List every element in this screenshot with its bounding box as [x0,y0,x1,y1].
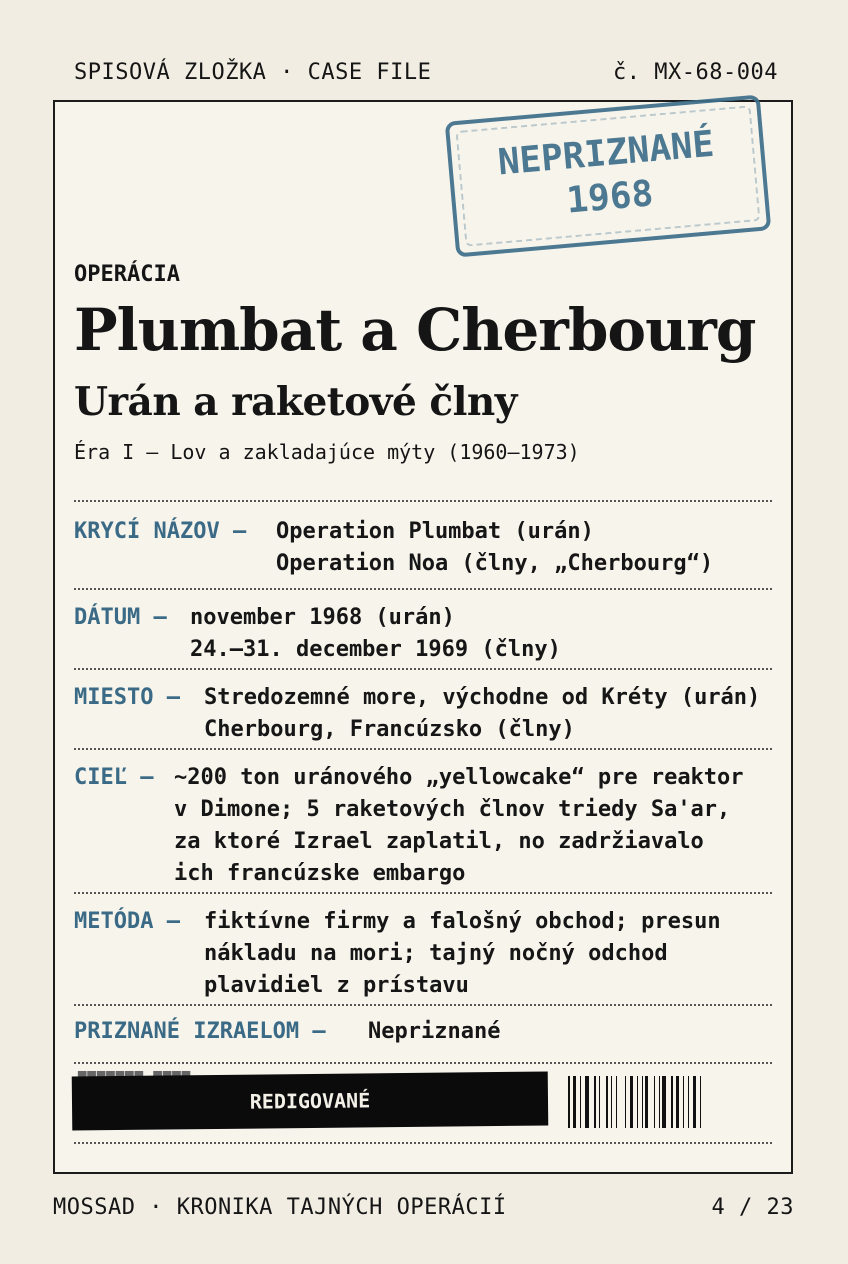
field-value-line: Operation Noa (člny, „Cherbourg“) [276,551,714,576]
barcode-bar [616,1076,617,1128]
barcode-bar [630,1076,633,1128]
field-value [190,602,561,666]
bottom-divider [74,1142,772,1144]
barcode-bar [676,1076,679,1128]
case-file-label: SPISOVÁ ZLOŽKA · CASE FILE [74,59,432,85]
barcode-bar [693,1076,696,1128]
field-value-line: v Dimone; 5 raketových člnov triedy Sa'ar, [174,797,731,822]
field-value-line: november 1968 (urán) [190,605,455,630]
barcode-bar [585,1076,589,1128]
case-file-header [74,56,778,88]
barcode-bar [568,1076,570,1128]
field-value-line: fiktívne firmy a falošný obchod; presun [204,909,721,934]
field-value-line: Stredozemné more, východne od Kréty (urán) [204,685,761,710]
field-list [74,500,772,1144]
field-key: PRIZNANÉ IZRAELOM — [74,1019,326,1044]
page-number: 4 / 23 [711,1194,794,1220]
field-value-line: plavidiel z prístavu [204,973,469,998]
field-key: CIEĽ — [74,765,154,790]
field-key: DÁTUM — [74,605,167,630]
barcode-bar [654,1076,655,1128]
barcode-bar [683,1076,684,1128]
barcode-bar [580,1076,581,1128]
barcode-bar [642,1076,643,1128]
field-value-line: ~200 ton uránového „yellowcake“ pre reaktor [174,765,744,790]
field-cover-name [74,500,772,588]
barcode-bar [688,1076,689,1128]
field-key: MIESTO — [74,685,180,710]
barcode-bar [662,1076,666,1128]
field-value-line: nákladu na mori; tajný nočný odchod [204,941,668,966]
field-value [276,516,713,580]
barcode-bar [625,1076,626,1128]
barcode-icon [568,1076,772,1128]
field-value-line: ich francúzske embargo [174,861,466,886]
barcode-bar [611,1076,612,1128]
page-subtitle: Urán a raketové člny [74,379,517,425]
redaction-bar [72,1072,549,1131]
barcode-bar [599,1076,600,1128]
field-value [174,762,744,890]
redacted-label: REDIGOVANÉ [249,1088,371,1114]
field-goal [74,748,772,892]
field-value [204,906,721,1002]
barcode-bar [606,1076,608,1128]
field-value-line: Cherbourg, Francúzsko (člny) [204,717,575,742]
field-method [74,892,772,1004]
barcode-bar [671,1076,673,1128]
barcode-bar [700,1076,701,1128]
barcode-bar [573,1076,576,1128]
field-value-line: Operation Plumbat (urán) [276,519,594,544]
operation-label: OPERÁCIA [74,262,180,287]
field-key: METÓDA — [74,909,180,934]
barcode-bar [594,1076,596,1128]
field-value: Nepriznané [368,1019,501,1044]
era-line: Éra I — Lov a zakladajúce mýty (1960–1973) [74,440,580,464]
barcode-bar [645,1076,648,1128]
page-footer [53,1190,794,1224]
case-number: č. MX-68-004 [613,59,778,85]
field-value [204,682,760,746]
stamp-line-2: 1968 [564,173,655,222]
field-key: KRYCÍ NÁZOV — [74,519,247,544]
field-date [74,588,772,668]
stamp-line-1: NEPRIZNANÉ [496,123,716,184]
unacknowledged-stamp [445,94,772,257]
footer-series-title: MOSSAD · KRONIKA TAJNÝCH OPERÁCIÍ [53,1194,507,1220]
field-value-line: za ktoré Izrael zaplatil, no zadržiavalo [174,829,704,854]
field-place [74,668,772,748]
page-title: Plumbat a Cherbourg [74,296,756,364]
field-acknowledged [74,1004,772,1062]
barcode-bar [659,1076,660,1128]
field-value-line: 24.–31. december 1969 (člny) [190,637,561,662]
barcode-bar [637,1076,638,1128]
